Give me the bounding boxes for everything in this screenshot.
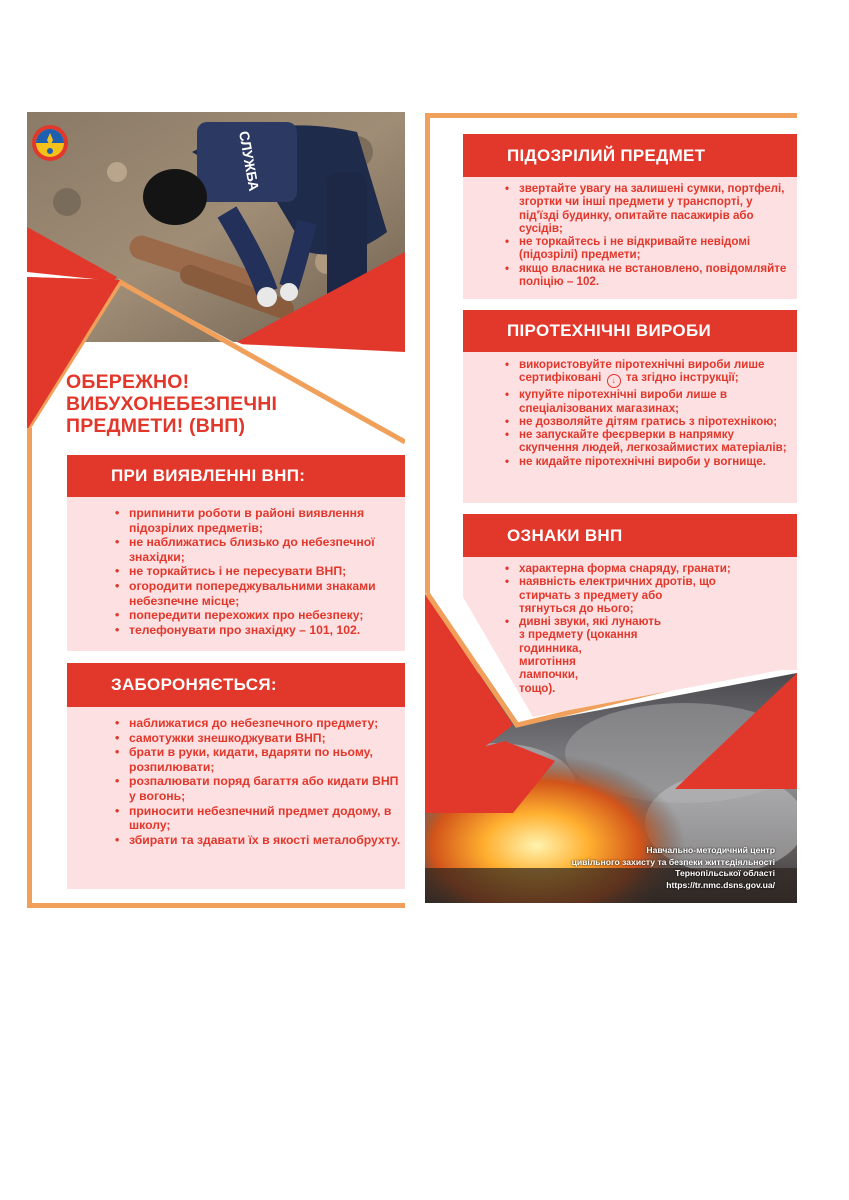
right-panel — [425, 113, 797, 903]
sign-line: тощо). — [519, 681, 556, 695]
bottom-border — [27, 903, 405, 908]
list-item — [519, 615, 789, 695]
page-title — [66, 371, 277, 437]
list-item: • не запускайте феєрверки в напрямку скупчення людей, легкозаймистих матеріалів; — [519, 428, 793, 455]
list-item: • купуйте піротехнічні вироби лише в спеціалізованих магазинах; — [519, 388, 793, 415]
title-line: ВИБУХОНЕБЕЗПЕЧНІ — [66, 393, 278, 415]
sign-line: з предмету (цокання — [519, 628, 638, 642]
right-decor-geometry — [425, 113, 797, 903]
list-item — [519, 575, 789, 615]
list-item: • розпалювати поряд багаття або кидати ВНП у вогонь; — [129, 774, 401, 803]
detection-heading: ПРИ ВИЯВЛЕННІ ВНП: — [67, 455, 405, 497]
list-item: • не торкайтесь і не відкривайте невідомі (підозрілі) предмети; — [519, 235, 787, 262]
list-item: • характерна форма снаряду, гранати; — [519, 562, 789, 575]
list-item: • не наближатись близько до небезпечної знахідки; — [129, 535, 397, 564]
list-item: • самотужки знешкоджувати ВНП; — [129, 731, 401, 746]
detection-list — [129, 506, 397, 637]
pyro-item-text: та згідно інструкції; — [625, 371, 739, 385]
pyro-heading: ПІРОТЕХНІЧНІ ВИРОБИ — [463, 310, 797, 352]
list-item: • наближатися до небезпечного предмету; — [129, 716, 401, 731]
list-item: • не дозволяйте дітям гратись з піротехнікою; — [519, 415, 793, 428]
suspicious-heading: ПІДОЗРІЛИЙ ПРЕДМЕТ — [463, 134, 797, 177]
title-line: ПРЕДМЕТИ! (ВНП) — [66, 415, 246, 437]
list-item: • не торкайтись і не пересувати ВНП; — [129, 564, 397, 579]
footer-credits — [515, 845, 775, 891]
pyro-item-text: використовуйте піротехнічні вироби лише сертифіковані — [519, 358, 765, 385]
list-item: • припинити роботи в районі виявлення підозрілих предметів; — [129, 506, 397, 535]
sign-line: годинника, — [519, 641, 582, 655]
vest-label: СЛУЖБА — [236, 129, 263, 193]
sign-line: • наявність електричних дротів, що — [519, 575, 716, 589]
footer-link[interactable]: https://tr.nmc.dsns.gov.ua/ — [666, 879, 775, 890]
footer-line: Тернопільської області — [675, 868, 775, 878]
detection-box — [67, 497, 405, 651]
sign-line: миготіння — [519, 655, 576, 669]
list-item: • приносити небезпечний предмет додому, в школу; — [129, 804, 401, 833]
footer-line: цивільного захисту та безпеки життєдіяльності — [571, 856, 775, 867]
left-border — [27, 428, 32, 908]
forbidden-list — [129, 716, 401, 847]
list-item: • огородити попереджувальними знаками небезпечне місце; — [129, 579, 397, 608]
list-item: • попередити перехожих про небезпеку; — [129, 608, 397, 623]
sign-line: тягнуться до нього; — [519, 601, 634, 615]
certification-icon: ↓ — [607, 374, 621, 388]
signs-heading: ОЗНАКИ ВНП — [463, 514, 797, 557]
sign-line: лампочки, — [519, 668, 579, 682]
list-item: • якщо власника не встановлено, повідомляйте поліцію – 102. — [519, 262, 787, 289]
forbidden-heading: ЗАБОРОНЯЄТЬСЯ: — [67, 663, 405, 707]
forbidden-box — [67, 707, 405, 889]
list-item: • телефонувати про знахідку – 101, 102. — [129, 623, 397, 638]
title-line: ОБЕРЕЖНО! — [66, 371, 190, 393]
sign-line: стирчать з предмету або — [519, 588, 663, 602]
list-item: • брати в руки, кидати, вдаряти по ньому, розпилювати; — [129, 745, 401, 774]
list-item: • збирати та здавати їх в якості металобрухту. — [129, 833, 401, 848]
footer-line: Навчально-методичний центр — [646, 845, 775, 855]
left-panel — [27, 112, 405, 908]
list-item: • звертайте увагу на залишені сумки, портфелі, згортки чи інші предмети у транспорті, у під'їзді будинку, опитайте пасажирів або сусідів; — [519, 182, 787, 235]
sign-line: • дивні звуки, які лунають — [519, 615, 662, 629]
list-item: • не кидайте піротехнічні вироби у вогнище. — [519, 455, 793, 468]
signs-list — [519, 562, 789, 695]
